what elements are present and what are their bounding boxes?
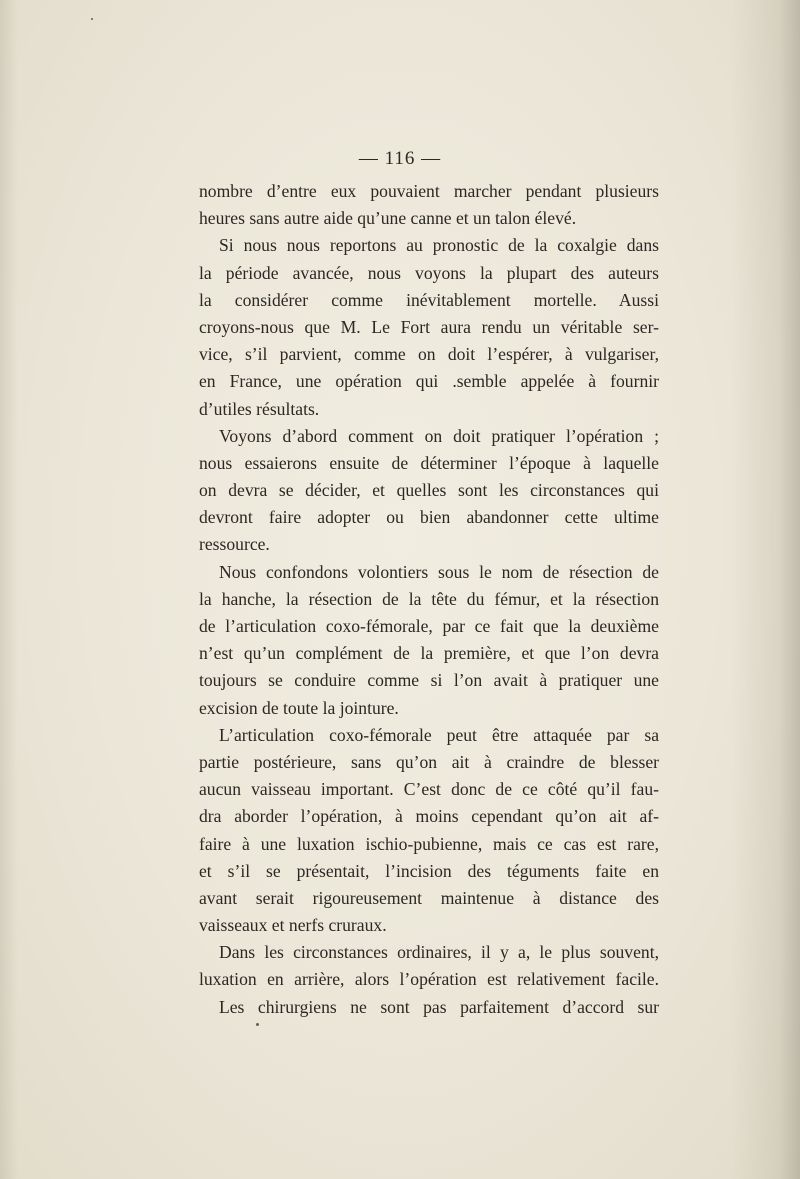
- text-line: avant serait rigoureusement maintenue à distance des: [199, 887, 659, 908]
- text-line: Nous confondons volontiers sous le nom de résection de: [219, 561, 659, 582]
- text-line: la considérer comme inévitablement mortelle. Aussi: [199, 289, 659, 310]
- body-text: [199, 178, 659, 1021]
- text-line: Si nous nous reportons au pronostic de la coxalgie dans: [219, 235, 659, 256]
- paper-speck: [256, 1023, 259, 1026]
- binding-shadow: [730, 0, 800, 1179]
- text-line: vice, s’il parvient, comme on doit l’espérer, à vulgariser,: [199, 344, 659, 365]
- page-edge-shadow: [0, 0, 18, 1179]
- text-line: aucun vaisseau important. C’est donc de ce côté qu’il fau-: [199, 779, 659, 800]
- text-line: croyons-nous que M. Le Fort aura rendu un véritable ser-: [199, 316, 659, 337]
- text-line: nombre d’entre eux pouvaient marcher pendant plusieurs: [199, 181, 659, 201]
- text-line: toujours se conduire comme si l’on avait à pratiquer une: [199, 670, 659, 691]
- text-line: Dans les circonstances ordinaires, il y a, le plus souvent,: [219, 942, 659, 963]
- paper-speck: [91, 18, 93, 20]
- text-line: la période avancée, nous voyons la plupart des auteurs: [199, 262, 659, 283]
- text-line: heures sans autre aide qu’une canne et un talon élevé.: [199, 208, 577, 229]
- text-line: nous essaierons ensuite de déterminer l’époque à laquelle: [199, 452, 659, 473]
- text-line: excision de toute la jointure.: [199, 697, 399, 718]
- text-line: d’utiles résultats.: [199, 398, 320, 419]
- text-line: dra aborder l’opération, à moins cependant qu’on ait af-: [199, 806, 659, 827]
- text-line: n’est qu’un complément de la première, et que l’on devra: [199, 643, 659, 664]
- text-line: de l’articulation coxo-fémorale, par ce fait que la deuxième: [199, 616, 659, 636]
- text-line: la hanche, la résection de la tête du fémur, et la résection: [199, 588, 659, 609]
- text-line: luxation en arrière, alors l’opération est relativement facile.: [199, 969, 659, 990]
- text-line: faire à une luxation ischio-pubienne, mais ce cas est rare,: [199, 833, 659, 854]
- text-line: devront faire adopter ou bien abandonner cette ultime: [199, 507, 659, 528]
- text-line: ressource.: [199, 534, 270, 555]
- text-line: on devra se décider, et quelles sont les circonstances qui: [199, 480, 659, 501]
- text-line: partie postérieure, sans qu’on ait à craindre de blesser: [199, 751, 659, 772]
- text-line: vaisseaux et nerfs cruraux.: [199, 915, 387, 936]
- text-line: et s’il se présentait, l’incision des téguments faite en: [199, 860, 659, 881]
- text-line: en France, une opération qui .semble appelée à fournir: [199, 371, 659, 392]
- text-line: L’articulation coxo-fémorale peut être attaquée par sa: [219, 724, 659, 745]
- text-line: Les chirurgiens ne sont pas parfaitement d’accord sur: [219, 996, 659, 1017]
- text-line: Voyons d’abord comment on doit pratiquer l’opération ;: [219, 425, 659, 446]
- page-number: — 116 —: [358, 148, 442, 169]
